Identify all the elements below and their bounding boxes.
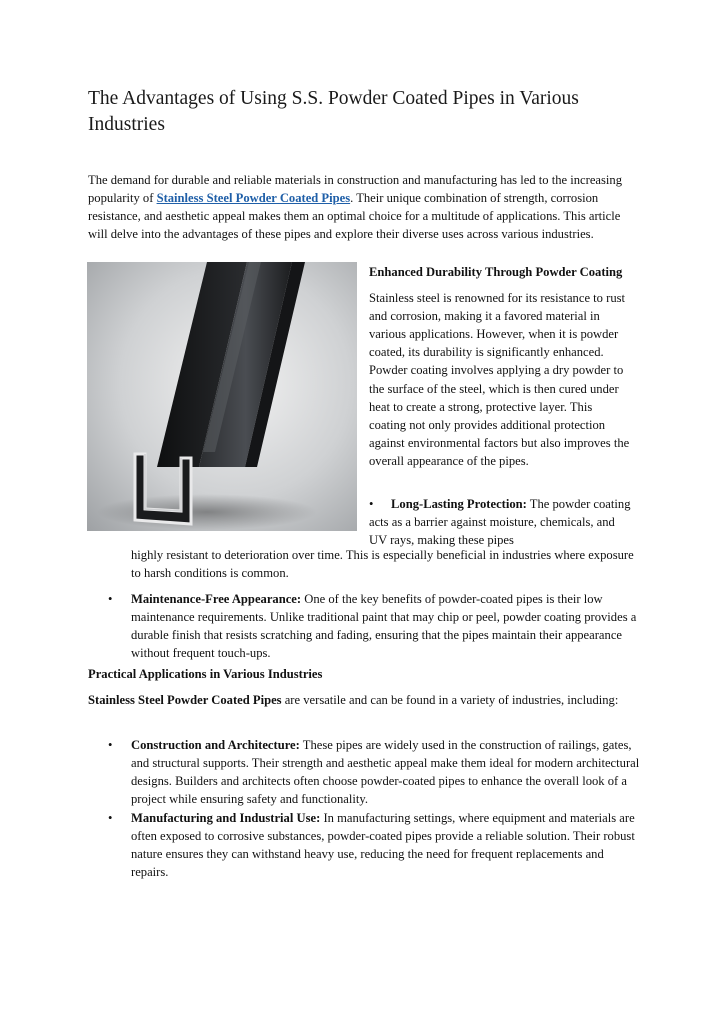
bullet-icon: • xyxy=(108,592,113,606)
bullet-title: Long-Lasting Protection: xyxy=(391,497,527,511)
list-item-construction xyxy=(108,736,641,808)
bullet-icon: • xyxy=(108,811,113,825)
bullet-title: Manufacturing and Industrial Use: xyxy=(131,811,321,825)
page-title: The Advantages of Using S.S. Powder Coated Pipes in Various Industries xyxy=(88,88,579,135)
applications-intro xyxy=(88,691,643,709)
intro-text-after: . Their unique combination of strength, corrosion resistance, and aesthetic appeal makes them an optimal choice for a multitude of applications. This article will delve into the advantages of these pipes and explore their diverse uses across various industries. xyxy=(88,191,621,242)
durability-body: Stainless steel is renowned for its resistance to rust and corrosion, making it a favored material in various applications. However, when it is powder coated, its durability is significantly enhanced. Powder coating involves applying a dry powder to the surface of the steel, which is then cured under heat to create a strong, protective layer. This coating not only provides additional protection against environmental factors but also improves the overall appearance of the pipes. xyxy=(369,291,630,468)
list-item-manufacturing xyxy=(108,809,641,881)
powder-coated-channel-pipe-icon xyxy=(87,262,357,531)
bullet-text: The powder coating acts as a barrier against moisture, chemicals, and UV rays, making these pipes xyxy=(369,497,631,548)
durability-heading: Enhanced Durability Through Powder Coating xyxy=(369,265,623,279)
bullet-title: Construction and Architecture: xyxy=(131,738,300,752)
intro-text-before: The demand for durable and reliable materials in construction and manufacturing has led to the increasing popularity of xyxy=(88,173,622,206)
bullet-text: These pipes are widely used in the construction of railings, gates, and structural supports. Their strength and aesthetic appeal make them ideal for modern architectural designs. Builders and architects often choose powder-coated pipes to enhance the overall look of a project while ensuring safety and functionality. xyxy=(131,738,640,807)
applications-intro-text: are versatile and can be found in a variety of industries, including: xyxy=(281,693,619,707)
long-lasting-continuation: highly resistant to deterioration over time. This is especially beneficial in industries where exposure to harsh conditions is common. xyxy=(131,548,634,581)
list-item-maintenance-free xyxy=(108,590,641,662)
list-item-long-lasting xyxy=(369,495,631,549)
bullet-title: Maintenance-Free Appearance: xyxy=(131,592,302,606)
applications-intro-bold: Stainless Steel Powder Coated Pipes xyxy=(88,693,282,707)
stainless-steel-pipes-link[interactable]: Stainless Steel Powder Coated Pipes xyxy=(156,191,351,206)
bullet-icon: • xyxy=(369,497,374,511)
bullet-text: One of the key benefits of powder-coated pipes is their low maintenance requirements. Unlike traditional paint that may chip or peel, powder coating provides a durable finish that resists scratching and fading, ensuring that the pipes maintain their appearance without frequent touch-ups. xyxy=(131,592,637,661)
pipe-photo xyxy=(87,262,357,531)
bullet-text: In manufacturing settings, where equipment and materials are often exposed to corrosive substances, powder-coated pipes provide a reliable solution. Their robust nature ensures they can withstand heavy use, reducing the need for frequent replacements and repairs. xyxy=(131,811,635,880)
intro-paragraph xyxy=(88,171,643,243)
bullet-icon: • xyxy=(108,738,113,752)
durability-section xyxy=(369,263,631,470)
applications-heading: Practical Applications in Various Industries xyxy=(88,667,323,681)
